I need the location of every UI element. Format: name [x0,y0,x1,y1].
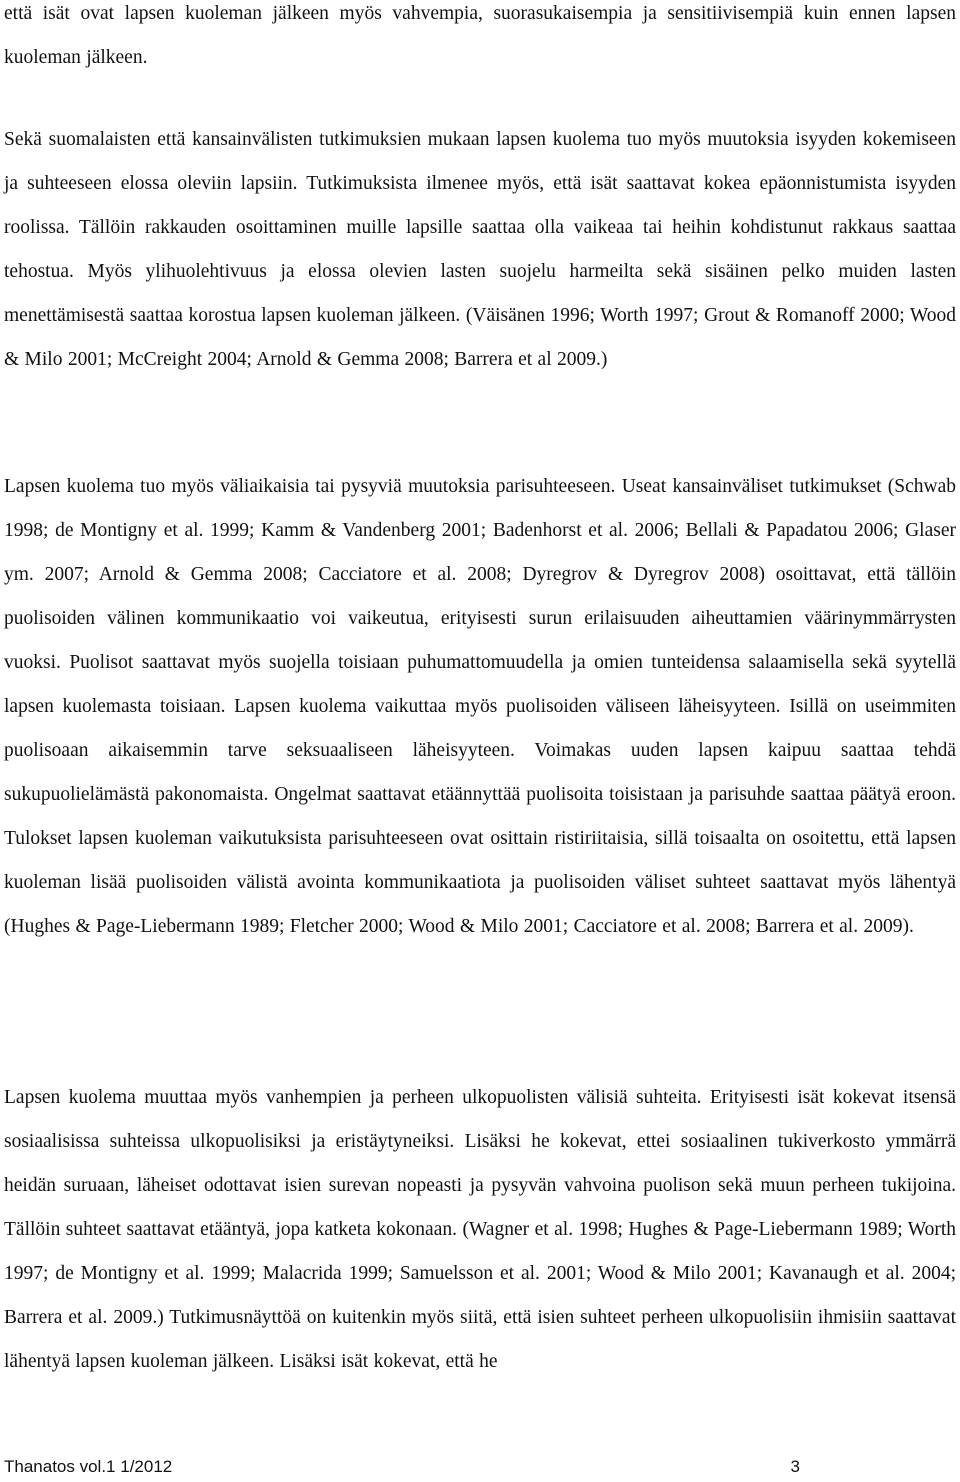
page-footer [4,1456,800,1478]
paragraph-2: Sekä suomalaisten että kansainvälisten tutkimuksien mukaan lapsen kuolema tuo myös muutoksia isyyden kokemiseen ja suhteeseen elossa oleviin lapsiin. Tutkimuksista ilmenee myös, että isät saattavat kokea epäonnistumista isyyden roolissa. Tällöin rakkauden osoittaminen muille lapsille saattaa olla vaikeaa tai heihin kohdistunut rakkaus saattaa tehostua. Myös ylihuolehtivuus ja elossa olevien lasten suojelu harmeilta sekä sisäinen pelko muiden lasten menettämisestä saattaa korostua lapsen kuoleman jälkeen. (Väisänen 1996; Worth 1997; Grout & Romanoff 2000; Wood & Milo 2001; McCreight 2004; Arnold & Gemma 2008; Barrera et al 2009.) [4,129,956,370]
paragraph-4: Lapsen kuolema muuttaa myös vanhempien ja perheen ulkopuolisten välisiä suhteita. Erityisesti isät kokevat itsensä sosiaalisissa suhteissa ulkopuolisiksi ja eristäytyneiksi. Lisäksi he kokevat, ettei sosiaalinen tukiverkosto ymmärrä heidän suruaan, läheiset odottavat isien surevan nopeasti ja pysyvän vahvoina puolison sekä muun perheen tukijoina. Tällöin suhteet saattavat etääntyä, jopa katketa kokonaan. (Wagner et al. 1998; Hughes & Page-Liebermann 1989; Worth 1997; de Montigny et al. 1999; Malacrida 1999; Samuelsson et al. 2001; Wood & Milo 2001; Kavanaugh et al. 2004; Barrera et al. 2009.) Tutkimusnäyttöä on kuitenkin myös siitä, että isien suhteet perheen ulkopuolisiin ihmisiin saattavat lähentyä lapsen kuoleman jälkeen. Lisäksi isät kokevat, että he [4,1087,956,1372]
journal-label: Thanatos vol.1 1/2012 [4,1457,173,1476]
page-number: 3 [790,1457,800,1476]
paragraph-3: Lapsen kuolema tuo myös väliaikaisia tai pysyviä muutoksia parisuhteeseen. Useat kansainväliset tutkimukset (Schwab 1998; de Montigny et al. 1999; Kamm & Vandenberg 2001; Badenhorst et al. 2006; Bellali & Papadatou 2006; Glaser ym. 2007; Arnold & Gemma 2008; Cacciatore et al. 2008; Dyregrov & Dyregrov 2008) osoittavat, että tällöin puolisoiden välinen kommunikaatio voi vaikeutua, erityisesti surun erilaisuuden aiheuttamien väärinymmärrysten vuoksi. Puolisot saattavat myös suojella toisiaan puhumattomuudella ja omien tunteidensa salaamisella sekä syytellä lapsen kuolemasta toisiaan. Lapsen kuolema vaikuttaa myös puolisoiden väliseen läheisyyteen. Isillä on useimmiten puolisoaan aikaisemmin tarve seksuaaliseen läheisyyteen. Voimakas uuden lapsen kaipuu saattaa tehdä sukupuolielämästä pakonomaista. Ongelmat saattavat etäännyttää puolisoita toisistaan ja parisuhde saattaa päätyä eroon. Tulokset lapsen kuoleman vaikutuksista parisuhteeseen ovat osittain ristiriitaisia, sillä toisaalta on osoitettu, että lapsen kuoleman lisää puolisoiden välistä avointa kommunikaatiota ja puolisoiden väliset suhteet saattavat myös lähentyä (Hughes & Page-Liebermann 1989; Fletcher 2000; Wood & Milo 2001; Cacciatore et al. 2008; Barrera et al. 2009). [4,476,956,937]
paragraph-1: että isät ovat lapsen kuoleman jälkeen myös vahvempia, suorasukaisempia ja sensitiivisempiä kuin ennen lapsen kuoleman jälkeen. [4,3,956,68]
